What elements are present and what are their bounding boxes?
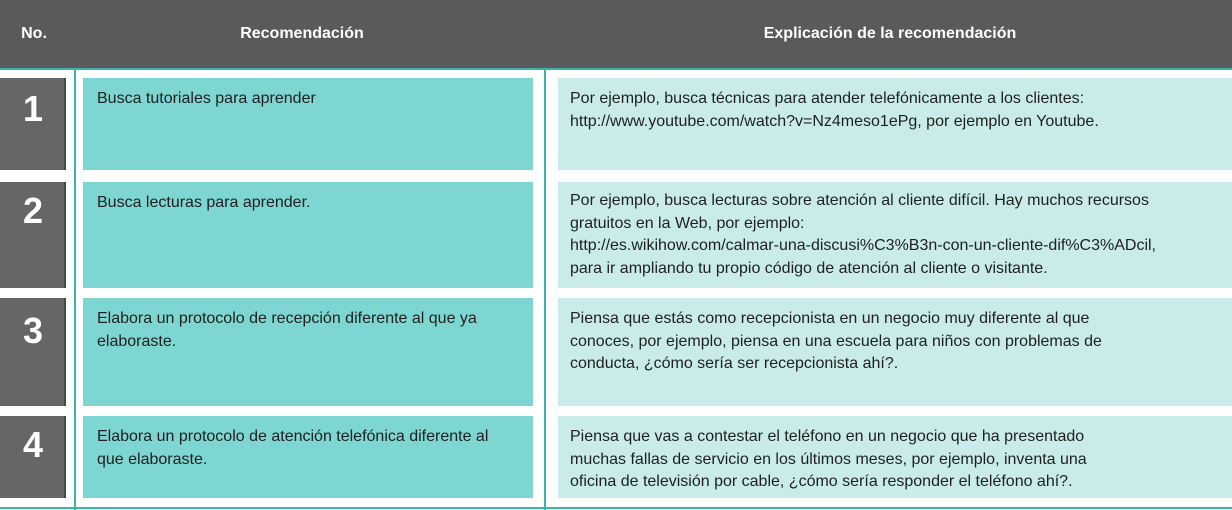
explanation-cell — [558, 298, 1232, 406]
recommendation-cell: Busca tutoriales para aprender — [83, 78, 533, 170]
explanation-cell — [558, 182, 1232, 288]
header-recomendacion: Recomendación — [240, 25, 364, 42]
row-number: 1 — [0, 78, 66, 170]
column-divider — [74, 68, 76, 510]
divider — [0, 68, 1232, 70]
explanation-line: conducta, ¿cómo sería ser recepcionista ahí?. — [570, 355, 899, 372]
explanation-line: gratuitos en la Web, por ejemplo: — [570, 214, 805, 232]
explanation-line: Piensa que vas a contestar el teléfono en un negocio que ha presentado — [570, 428, 1085, 445]
header-explicacion: Explicación de la recomendación — [763, 25, 1017, 42]
explanation-line: Piensa que estás como recepcionista en un negocio muy diferente al que — [570, 310, 1090, 327]
explanation-line: Por ejemplo, busca técnicas para atender telefónicamente a los clientes: — [570, 90, 1085, 107]
explanation-cell — [558, 78, 1232, 170]
header-no: No. — [21, 25, 47, 42]
explanation-line: oficina de televisión por cable, ¿cómo sería responder el teléfono ahí?. — [570, 473, 1073, 490]
row-number: 4 — [0, 416, 66, 498]
explanation-line: Por ejemplo, busca lecturas sobre atención al cliente difícil. Hay muchos recursos — [570, 192, 1149, 209]
explanation-line: muchas fallas de servicio en los últimos meses, por ejemplo, inventa una — [570, 450, 1087, 468]
explanation-line: http://www.youtube.com/watch?v=Nz4meso1ePg, por ejemplo en Youtube. — [570, 112, 1099, 130]
explanation-line: http://es.wikihow.com/calmar-una-discusi%C3%B3n-con-un-cliente-dif%C3%ADcil, — [570, 237, 1156, 254]
explanation-line: conoces, por ejemplo, piensa en una escuela para niños con problemas de — [570, 332, 1102, 350]
explanation-line: para ir ampliando tu propio código de atención al cliente o visitante. — [570, 259, 1048, 277]
column-divider — [544, 68, 546, 510]
explanation-cell — [558, 416, 1232, 498]
recommendation-cell: Elabora un protocolo de atención telefónica diferente al que elaboraste. — [83, 416, 533, 498]
divider — [0, 507, 1232, 509]
recommendation-cell: Busca lecturas para aprender. — [83, 182, 533, 288]
table-header — [0, 0, 1232, 68]
row-number: 3 — [0, 298, 66, 406]
recommendation-cell: Elabora un protocolo de recepción diferente al que ya elaboraste. — [83, 298, 533, 406]
row-number: 2 — [0, 182, 66, 288]
